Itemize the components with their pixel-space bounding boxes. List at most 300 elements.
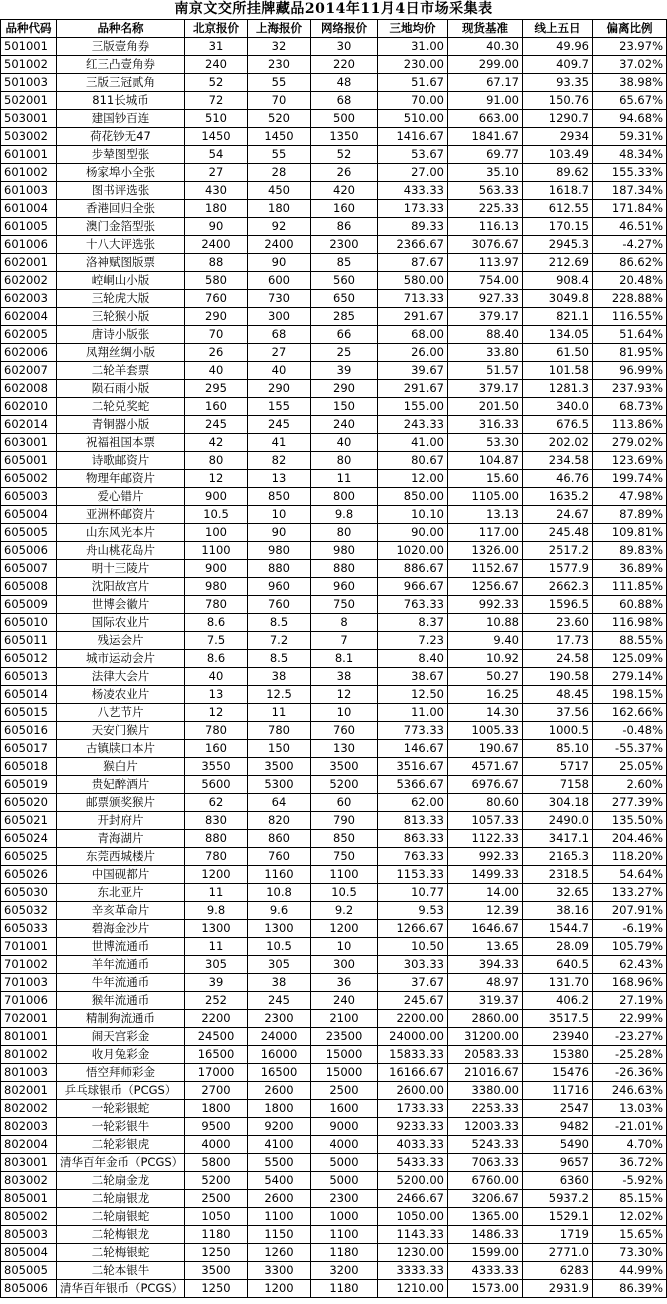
cell-name: 诗歌邮资片 [57, 452, 185, 470]
cell-spot-base: 1326.00 [448, 542, 523, 560]
cell-beijing-price: 5600 [185, 776, 248, 794]
cell-shanghai-price: 16500 [248, 1064, 311, 1082]
cell-name: 澳门金箔型张 [57, 218, 185, 236]
table-row [1, 416, 667, 434]
cell-spot-base: 12003.33 [448, 1118, 523, 1136]
cell-beijing-price: 12 [185, 704, 248, 722]
cell-deviation: 155.33% [593, 164, 667, 182]
cell-code: 605010 [1, 614, 57, 632]
cell-code: 805002 [1, 1208, 57, 1226]
cell-shanghai-price: 7.2 [248, 632, 311, 650]
table-row [1, 74, 667, 92]
cell-shanghai-price: 880 [248, 560, 311, 578]
cell-spot-base: 5243.33 [448, 1136, 523, 1154]
cell-shanghai-price: 90 [248, 254, 311, 272]
table-row [1, 740, 667, 758]
cell-shanghai-price: 16000 [248, 1046, 311, 1064]
cell-spot-base: 7063.33 [448, 1154, 523, 1172]
cell-deviation: 86.62% [593, 254, 667, 272]
cell-five-day: 9482 [523, 1118, 593, 1136]
cell-deviation: 86.39% [593, 1280, 667, 1298]
cell-spot-base: 1256.67 [448, 578, 523, 596]
cell-beijing-price: 880 [185, 830, 248, 848]
cell-online-price: 2300 [311, 236, 378, 254]
cell-shanghai-price: 38 [248, 974, 311, 992]
table-row [1, 56, 667, 74]
table-row [1, 542, 667, 560]
cell-name: 二轮扇金龙 [57, 1172, 185, 1190]
table-row [1, 1028, 667, 1046]
cell-five-day: 676.5 [523, 416, 593, 434]
cell-shanghai-price: 9200 [248, 1118, 311, 1136]
cell-code: 602007 [1, 362, 57, 380]
cell-shanghai-price: 10.8 [248, 884, 311, 902]
cell-average-price: 3516.67 [378, 758, 448, 776]
cell-deviation: 246.63% [593, 1082, 667, 1100]
cell-average-price: 1266.67 [378, 920, 448, 938]
cell-deviation: 87.89% [593, 506, 667, 524]
cell-beijing-price: 900 [185, 560, 248, 578]
cell-five-day: 150.76 [523, 92, 593, 110]
cell-name: 世博会徽片 [57, 596, 185, 614]
table-row [1, 380, 667, 398]
cell-code: 802002 [1, 1100, 57, 1118]
cell-online-price: 60 [311, 794, 378, 812]
cell-spot-base: 31200.00 [448, 1028, 523, 1046]
cell-five-day: 2547 [523, 1100, 593, 1118]
cell-shanghai-price: 28 [248, 164, 311, 182]
cell-code: 805001 [1, 1190, 57, 1208]
cell-beijing-price: 4000 [185, 1136, 248, 1154]
cell-online-price: 86 [311, 218, 378, 236]
cell-name: 二轮兑奖蛇 [57, 398, 185, 416]
cell-spot-base: 754.00 [448, 272, 523, 290]
table-row [1, 182, 667, 200]
cell-name: 洛神赋图版票 [57, 254, 185, 272]
cell-beijing-price: 780 [185, 722, 248, 740]
cell-beijing-price: 2500 [185, 1190, 248, 1208]
cell-shanghai-price: 13 [248, 470, 311, 488]
cell-beijing-price: 40 [185, 668, 248, 686]
cell-online-price: 300 [311, 956, 378, 974]
cell-five-day: 32.65 [523, 884, 593, 902]
cell-shanghai-price: 600 [248, 272, 311, 290]
cell-deviation: 27.19% [593, 992, 667, 1010]
cell-beijing-price: 1050 [185, 1208, 248, 1226]
cell-five-day: 2490.0 [523, 812, 593, 830]
cell-name: 清华百年金币（PCGS） [57, 1154, 185, 1172]
cell-shanghai-price: 2400 [248, 236, 311, 254]
cell-average-price: 2200.00 [378, 1010, 448, 1028]
cell-deviation: 116.98% [593, 614, 667, 632]
cell-spot-base: 88.40 [448, 326, 523, 344]
cell-deviation: 60.88% [593, 596, 667, 614]
cell-deviation: -6.19% [593, 920, 667, 938]
cell-spot-base: 20583.33 [448, 1046, 523, 1064]
cell-shanghai-price: 520 [248, 110, 311, 128]
cell-name: 步辇图型张 [57, 146, 185, 164]
cell-spot-base: 1646.67 [448, 920, 523, 938]
cell-five-day: 304.18 [523, 794, 593, 812]
cell-online-price: 150 [311, 398, 378, 416]
table-row [1, 704, 667, 722]
cell-deviation: 48.34% [593, 146, 667, 164]
cell-beijing-price: 39 [185, 974, 248, 992]
cell-deviation: 15.65% [593, 1226, 667, 1244]
cell-average-price: 4033.33 [378, 1136, 448, 1154]
cell-online-price: 85 [311, 254, 378, 272]
table-row [1, 812, 667, 830]
cell-code: 701003 [1, 974, 57, 992]
table-row [1, 200, 667, 218]
cell-average-price: 51.67 [378, 74, 448, 92]
cell-name: 杨家埠小全张 [57, 164, 185, 182]
cell-shanghai-price: 760 [248, 596, 311, 614]
cell-spot-base: 51.57 [448, 362, 523, 380]
cell-online-price: 3200 [311, 1262, 378, 1280]
cell-online-price: 750 [311, 848, 378, 866]
cell-average-price: 5366.67 [378, 776, 448, 794]
cell-name: 崆峒山小版 [57, 272, 185, 290]
cell-deviation: -23.27% [593, 1028, 667, 1046]
cell-average-price: 38.67 [378, 668, 448, 686]
cell-average-price: 1153.33 [378, 866, 448, 884]
cell-shanghai-price: 1260 [248, 1244, 311, 1262]
cell-beijing-price: 8.6 [185, 650, 248, 668]
cell-five-day: 406.2 [523, 992, 593, 1010]
cell-five-day: 612.55 [523, 200, 593, 218]
cell-spot-base: 91.00 [448, 92, 523, 110]
cell-online-price: 1180 [311, 1280, 378, 1298]
cell-five-day: 3517.5 [523, 1010, 593, 1028]
cell-shanghai-price: 27 [248, 344, 311, 362]
cell-online-price: 1100 [311, 866, 378, 884]
cell-five-day: 7158 [523, 776, 593, 794]
cell-five-day: 49.96 [523, 38, 593, 56]
cell-spot-base: 1365.00 [448, 1208, 523, 1226]
cell-beijing-price: 180 [185, 200, 248, 218]
cell-name: 山东风光本片 [57, 524, 185, 542]
cell-deviation: -26.36% [593, 1064, 667, 1082]
cell-shanghai-price: 55 [248, 146, 311, 164]
cell-average-price: 10.50 [378, 938, 448, 956]
cell-average-price: 11.00 [378, 704, 448, 722]
cell-spot-base: 40.30 [448, 38, 523, 56]
cell-name: 世博流通币 [57, 938, 185, 956]
cell-deviation: 168.96% [593, 974, 667, 992]
cell-online-price: 38 [311, 668, 378, 686]
cell-five-day: 2517.2 [523, 542, 593, 560]
cell-beijing-price: 1300 [185, 920, 248, 938]
cell-spot-base: 379.17 [448, 308, 523, 326]
cell-five-day: 1281.3 [523, 380, 593, 398]
cell-deviation: 187.34% [593, 182, 667, 200]
cell-code: 601005 [1, 218, 57, 236]
cell-five-day: 1529.1 [523, 1208, 593, 1226]
cell-deviation: 37.02% [593, 56, 667, 74]
cell-average-price: 773.33 [378, 722, 448, 740]
cell-average-price: 291.67 [378, 380, 448, 398]
cell-shanghai-price: 3300 [248, 1262, 311, 1280]
cell-five-day: 1000.5 [523, 722, 593, 740]
table-row [1, 434, 667, 452]
cell-shanghai-price: 68 [248, 326, 311, 344]
cell-name: 图书评选张 [57, 182, 185, 200]
cell-deviation: 47.98% [593, 488, 667, 506]
cell-code: 501003 [1, 74, 57, 92]
cell-beijing-price: 580 [185, 272, 248, 290]
cell-average-price: 12.50 [378, 686, 448, 704]
col-header-name: 品种名称 [57, 20, 185, 38]
table-row [1, 776, 667, 794]
cell-spot-base: 1599.00 [448, 1244, 523, 1262]
cell-shanghai-price: 11 [248, 704, 311, 722]
cell-code: 605014 [1, 686, 57, 704]
cell-online-price: 790 [311, 812, 378, 830]
cell-name: 中国砚都片 [57, 866, 185, 884]
cell-spot-base: 299.00 [448, 56, 523, 74]
cell-code: 605026 [1, 866, 57, 884]
cell-spot-base: 33.80 [448, 344, 523, 362]
cell-five-day: 24.58 [523, 650, 593, 668]
sheet-title: 南京文交所挂牌藏品2014年11月4日市场采集表 [174, 1, 493, 17]
cell-online-price: 980 [311, 542, 378, 560]
cell-name: 闹天宫彩金 [57, 1028, 185, 1046]
cell-beijing-price: 430 [185, 182, 248, 200]
cell-shanghai-price: 305 [248, 956, 311, 974]
cell-online-price: 3500 [311, 758, 378, 776]
cell-shanghai-price: 180 [248, 200, 311, 218]
cell-beijing-price: 9.8 [185, 902, 248, 920]
cell-deviation: 44.99% [593, 1262, 667, 1280]
cell-online-price: 760 [311, 722, 378, 740]
cell-five-day: 2934 [523, 128, 593, 146]
cell-beijing-price: 100 [185, 524, 248, 542]
cell-deviation: 105.79% [593, 938, 667, 956]
cell-online-price: 960 [311, 578, 378, 596]
cell-beijing-price: 26 [185, 344, 248, 362]
cell-beijing-price: 980 [185, 578, 248, 596]
cell-average-price: 580.00 [378, 272, 448, 290]
cell-name: 邮票颁奖猴片 [57, 794, 185, 812]
cell-online-price: 290 [311, 380, 378, 398]
cell-deviation: 118.20% [593, 848, 667, 866]
cell-spot-base: 2253.33 [448, 1100, 523, 1118]
cell-online-price: 160 [311, 200, 378, 218]
cell-shanghai-price: 9.6 [248, 902, 311, 920]
cell-beijing-price: 40 [185, 362, 248, 380]
cell-online-price: 560 [311, 272, 378, 290]
cell-average-price: 90.00 [378, 524, 448, 542]
cell-five-day: 1544.7 [523, 920, 593, 938]
cell-five-day: 15380 [523, 1046, 593, 1064]
table-row [1, 992, 667, 1010]
cell-deviation: 228.88% [593, 290, 667, 308]
cell-beijing-price: 16500 [185, 1046, 248, 1064]
cell-beijing-price: 240 [185, 56, 248, 74]
cell-shanghai-price: 40 [248, 362, 311, 380]
cell-shanghai-price: 55 [248, 74, 311, 92]
cell-spot-base: 927.33 [448, 290, 523, 308]
cell-shanghai-price: 230 [248, 56, 311, 74]
cell-deviation: 198.15% [593, 686, 667, 704]
cell-shanghai-price: 5500 [248, 1154, 311, 1172]
cell-shanghai-price: 5400 [248, 1172, 311, 1190]
table-row [1, 794, 667, 812]
cell-spot-base: 35.10 [448, 164, 523, 182]
cell-online-price: 5000 [311, 1172, 378, 1190]
table-row [1, 362, 667, 380]
cell-name: 东北亚片 [57, 884, 185, 902]
cell-shanghai-price: 850 [248, 488, 311, 506]
cell-online-price: 880 [311, 560, 378, 578]
cell-online-price: 12 [311, 686, 378, 704]
cell-spot-base: 1841.67 [448, 128, 523, 146]
table-row [1, 1118, 667, 1136]
cell-average-price: 433.33 [378, 182, 448, 200]
cell-name: 明十三陵片 [57, 560, 185, 578]
cell-code: 605004 [1, 506, 57, 524]
cell-spot-base: 10.88 [448, 614, 523, 632]
cell-five-day: 131.70 [523, 974, 593, 992]
cell-shanghai-price: 90 [248, 524, 311, 542]
cell-five-day: 3417.1 [523, 830, 593, 848]
cell-spot-base: 50.27 [448, 668, 523, 686]
cell-five-day: 15476 [523, 1064, 593, 1082]
cell-deviation: 279.14% [593, 668, 667, 686]
cell-code: 601003 [1, 182, 57, 200]
cell-code: 605006 [1, 542, 57, 560]
cell-online-price: 1200 [311, 920, 378, 938]
cell-average-price: 173.33 [378, 200, 448, 218]
cell-five-day: 5490 [523, 1136, 593, 1154]
cell-beijing-price: 295 [185, 380, 248, 398]
cell-spot-base: 316.33 [448, 416, 523, 434]
cell-online-price: 66 [311, 326, 378, 344]
cell-online-price: 9.8 [311, 506, 378, 524]
cell-average-price: 9233.33 [378, 1118, 448, 1136]
cell-spot-base: 1573.00 [448, 1280, 523, 1298]
cell-five-day: 340.0 [523, 398, 593, 416]
cell-average-price: 2466.67 [378, 1190, 448, 1208]
cell-code: 602010 [1, 398, 57, 416]
cell-deviation: 25.05% [593, 758, 667, 776]
cell-spot-base: 1486.33 [448, 1226, 523, 1244]
cell-deviation: 94.68% [593, 110, 667, 128]
cell-online-price: 80 [311, 452, 378, 470]
table-row [1, 128, 667, 146]
cell-code: 605018 [1, 758, 57, 776]
cell-online-price: 10 [311, 938, 378, 956]
cell-shanghai-price: 1300 [248, 920, 311, 938]
col-header-online: 网络报价 [311, 20, 378, 38]
cell-shanghai-price: 10.5 [248, 938, 311, 956]
cell-five-day: 37.56 [523, 704, 593, 722]
cell-spot-base: 21016.67 [448, 1064, 523, 1082]
cell-beijing-price: 7.5 [185, 632, 248, 650]
table-row [1, 902, 667, 920]
cell-five-day: 234.58 [523, 452, 593, 470]
cell-name: 舟山桃花岛片 [57, 542, 185, 560]
cell-beijing-price: 245 [185, 416, 248, 434]
cell-five-day: 134.05 [523, 326, 593, 344]
cell-spot-base: 563.33 [448, 182, 523, 200]
cell-average-price: 1733.33 [378, 1100, 448, 1118]
table-row [1, 848, 667, 866]
cell-online-price: 800 [311, 488, 378, 506]
cell-spot-base: 3076.67 [448, 236, 523, 254]
cell-name: 荷花钞无47 [57, 128, 185, 146]
cell-online-price: 1000 [311, 1208, 378, 1226]
cell-average-price: 303.33 [378, 956, 448, 974]
table-row [1, 938, 667, 956]
cell-five-day: 28.09 [523, 938, 593, 956]
cell-five-day: 11716 [523, 1082, 593, 1100]
cell-five-day: 1719 [523, 1226, 593, 1244]
cell-name: 乒乓球银币（PCGS） [57, 1082, 185, 1100]
cell-deviation: -21.01% [593, 1118, 667, 1136]
cell-average-price: 863.33 [378, 830, 448, 848]
cell-spot-base: 1152.67 [448, 560, 523, 578]
cell-five-day: 2931.9 [523, 1280, 593, 1298]
cell-name: 辛亥革命片 [57, 902, 185, 920]
cell-shanghai-price: 32 [248, 38, 311, 56]
cell-average-price: 763.33 [378, 596, 448, 614]
cell-name: 二轮扇银龙 [57, 1190, 185, 1208]
cell-average-price: 39.67 [378, 362, 448, 380]
cell-average-price: 15833.33 [378, 1046, 448, 1064]
cell-five-day: 5937.2 [523, 1190, 593, 1208]
cell-name: 贵妃醉酒片 [57, 776, 185, 794]
cell-deviation: 109.81% [593, 524, 667, 542]
cell-deviation: 4.70% [593, 1136, 667, 1154]
cell-five-day: 2318.5 [523, 866, 593, 884]
table-row [1, 1208, 667, 1226]
cell-five-day: 2945.3 [523, 236, 593, 254]
cell-code: 603001 [1, 434, 57, 452]
cell-deviation: 113.86% [593, 416, 667, 434]
cell-shanghai-price: 70 [248, 92, 311, 110]
cell-online-price: 2300 [311, 1190, 378, 1208]
cell-code: 605016 [1, 722, 57, 740]
cell-average-price: 886.67 [378, 560, 448, 578]
cell-deviation: 204.46% [593, 830, 667, 848]
cell-average-price: 41.00 [378, 434, 448, 452]
cell-online-price: 15000 [311, 1064, 378, 1082]
cell-name: 二轮彩银虎 [57, 1136, 185, 1154]
cell-online-price: 9000 [311, 1118, 378, 1136]
cell-online-price: 25 [311, 344, 378, 362]
cell-code: 605013 [1, 668, 57, 686]
cell-spot-base: 4333.33 [448, 1262, 523, 1280]
table-row [1, 452, 667, 470]
cell-average-price: 155.00 [378, 398, 448, 416]
cell-spot-base: 1105.00 [448, 488, 523, 506]
cell-code: 605024 [1, 830, 57, 848]
table-row [1, 326, 667, 344]
cell-code: 502001 [1, 92, 57, 110]
table-row [1, 614, 667, 632]
cell-code: 802003 [1, 1118, 57, 1136]
cell-code: 602004 [1, 308, 57, 326]
cell-shanghai-price: 82 [248, 452, 311, 470]
cell-five-day: 202.02 [523, 434, 593, 452]
cell-name: 清华百年银币（PCGS） [57, 1280, 185, 1298]
cell-beijing-price: 42 [185, 434, 248, 452]
cell-five-day: 1596.5 [523, 596, 593, 614]
cell-shanghai-price: 780 [248, 722, 311, 740]
cell-name: 811长城币 [57, 92, 185, 110]
